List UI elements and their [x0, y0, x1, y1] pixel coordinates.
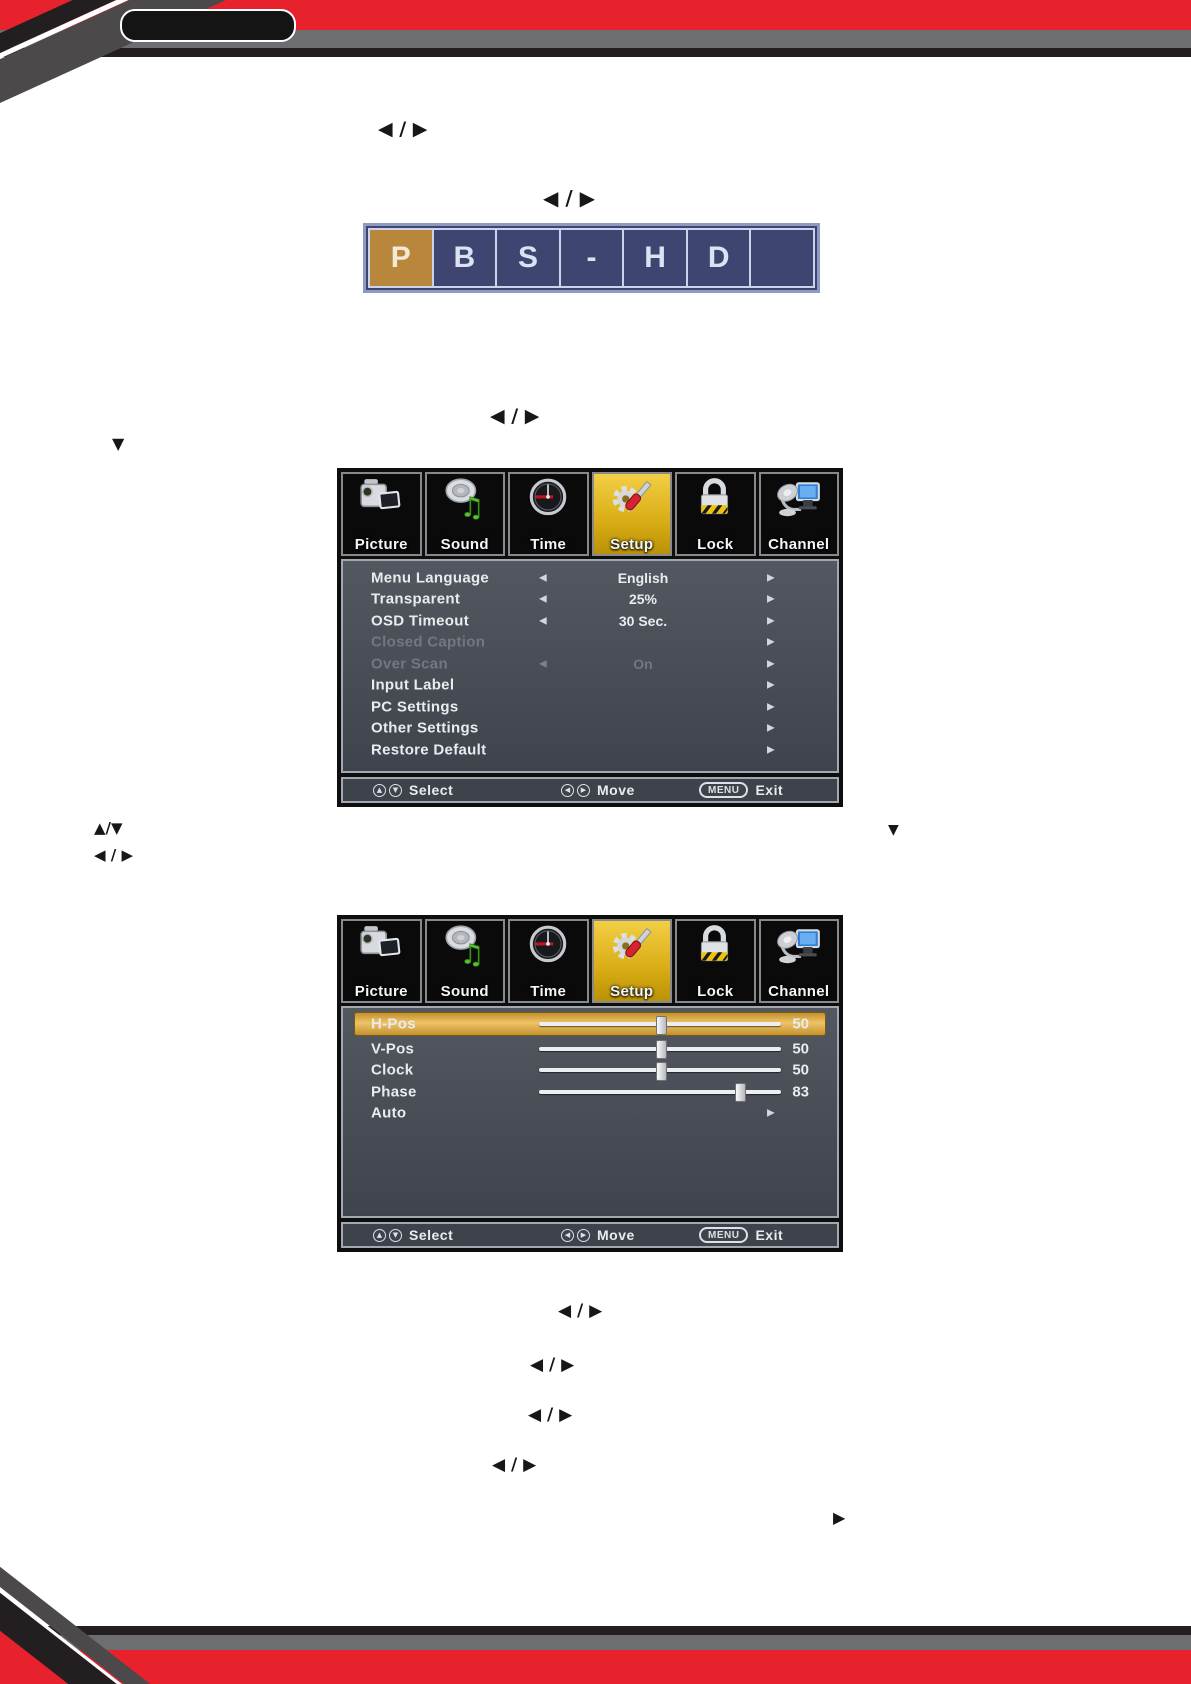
slider-value: 50 [792, 1061, 809, 1079]
char-cell[interactable] [559, 228, 625, 288]
chevron-right-icon[interactable]: ▶ [767, 679, 775, 691]
chevron-right-icon[interactable]: ▶ [767, 722, 775, 734]
char-cell[interactable] [686, 228, 752, 288]
row-value: 25% [628, 591, 658, 608]
chevron-right-icon[interactable]: ▶ [767, 744, 775, 756]
speaker-music-icon [437, 475, 493, 528]
tab-label: Setup [610, 983, 654, 1000]
satellite-monitor-icon [771, 475, 827, 528]
osd-footer [341, 1222, 839, 1248]
clock-icon [520, 475, 576, 528]
chevron-left-icon[interactable]: ◀ [539, 593, 547, 605]
row-label: Auto [371, 1104, 407, 1122]
tab-setup[interactable] [592, 472, 673, 556]
chevron-right-icon[interactable]: ▶ [767, 593, 775, 605]
menu-row-v-pos[interactable] [351, 1038, 829, 1060]
row-label: Menu Language [371, 569, 490, 587]
chevron-right-icon[interactable]: ▶ [767, 701, 775, 713]
down-glyph: ▼ [392, 1231, 399, 1239]
cell-char: B [453, 241, 476, 274]
menu-row-pc-settings[interactable] [351, 696, 829, 718]
tab-time[interactable] [508, 472, 589, 556]
down-glyph: ▼ [392, 786, 399, 794]
up-glyph: ▲ [376, 1231, 383, 1239]
row-value: English [617, 569, 669, 586]
setup-menu-screenshot [337, 468, 843, 807]
tab-channel[interactable] [759, 919, 840, 1003]
left-glyph: ◀ [564, 786, 571, 794]
chevron-right-icon[interactable]: ▶ [767, 1107, 775, 1119]
chevron-right-icon[interactable]: ▶ [767, 658, 775, 670]
tab-picture[interactable] [341, 472, 422, 556]
tab-label: Lock [697, 983, 734, 1000]
left-right-keys-marker: ◀ / ▶ [94, 846, 133, 864]
left-right-keys-marker: ◀ / ▶ [530, 1355, 575, 1375]
slider-value: 50 [792, 1040, 809, 1058]
tab-label: Time [530, 536, 567, 553]
tab-label: Lock [697, 536, 734, 553]
clock-icon [520, 922, 576, 975]
tab-time[interactable] [508, 919, 589, 1003]
header-pill [120, 9, 296, 42]
tab-label: Sound [440, 536, 489, 553]
row-label: OSD Timeout [371, 612, 470, 630]
row-label: Phase [371, 1083, 417, 1101]
chevron-left-icon[interactable]: ◀ [539, 658, 547, 670]
osd-footer [341, 777, 839, 803]
input-label-editor[interactable] [363, 223, 820, 293]
camcorder-icon [353, 922, 409, 975]
left-right-keys-marker: ◀ / ▶ [492, 1455, 537, 1475]
satellite-monitor-icon [771, 922, 827, 975]
left-right-keys-marker: ◀ / ▶ [543, 186, 595, 210]
tab-label: Channel [768, 536, 830, 553]
row-label: Input Label [371, 676, 455, 694]
right-arrow-marker: ▶ [833, 1508, 846, 1527]
row-label: V-Pos [371, 1040, 415, 1058]
padlock-icon [687, 922, 743, 975]
right-arrow-icon [577, 784, 590, 797]
slider-thumb[interactable] [735, 1083, 746, 1102]
padlock-icon [687, 475, 743, 528]
down-arrow-icon [389, 784, 402, 797]
cell-char: - [586, 241, 597, 274]
move-hint [561, 782, 635, 798]
move-label: Move [597, 1227, 635, 1243]
slider-thumb[interactable] [656, 1016, 667, 1035]
svg-text:♫: ♫ [459, 939, 484, 970]
left-glyph: ◀ [564, 1231, 571, 1239]
char-cell[interactable] [368, 228, 434, 288]
tab-lock[interactable] [675, 472, 756, 556]
char-cell[interactable] [749, 228, 815, 288]
tab-label: Setup [610, 536, 654, 553]
left-right-keys-marker: ◀ / ▶ [378, 118, 428, 140]
menu-row-osd-timeout[interactable] [351, 610, 829, 632]
char-cell[interactable] [622, 228, 688, 288]
tab-picture[interactable] [341, 919, 422, 1003]
tab-channel[interactable] [759, 472, 840, 556]
tab-label: Time [530, 983, 567, 1000]
chevron-right-icon[interactable]: ▶ [767, 615, 775, 627]
menu-row-auto[interactable] [351, 1103, 829, 1125]
left-arrow-icon [561, 1229, 574, 1242]
tab-lock[interactable] [675, 919, 756, 1003]
chevron-left-icon[interactable]: ◀ [539, 615, 547, 627]
tab-label: Sound [440, 983, 489, 1000]
tools-icon [604, 475, 660, 528]
up-arrow-icon [373, 784, 386, 797]
menu-row-restore-default[interactable] [351, 739, 829, 761]
tab-sound[interactable] [425, 919, 506, 1003]
tab-label: Picture [354, 983, 408, 1000]
row-label: Over Scan [371, 655, 448, 673]
tab-sound[interactable] [425, 472, 506, 556]
row-label: PC Settings [371, 698, 459, 716]
cell-char: S [517, 241, 538, 274]
exit-hint [699, 782, 783, 798]
cell-char: P [390, 241, 411, 274]
down-arrow-marker: ▼ [888, 822, 899, 838]
down-arrow-icon [389, 1229, 402, 1242]
left-arrow-icon [561, 784, 574, 797]
left-right-keys-marker: ◀ / ▶ [528, 1405, 573, 1425]
select-label: Select [409, 782, 454, 798]
osd-tab-strip [341, 919, 839, 1003]
chevron-right-icon[interactable]: ▶ [767, 636, 775, 648]
menu-row-h-pos[interactable] [351, 1012, 829, 1036]
bottom-left-diagonal-stripes [0, 1534, 430, 1684]
right-arrow-icon [577, 1229, 590, 1242]
select-label: Select [409, 1227, 454, 1243]
move-hint [561, 1227, 635, 1243]
right-glyph: ▶ [580, 1231, 587, 1239]
exit-hint [699, 1227, 783, 1243]
tab-label: Picture [354, 536, 408, 553]
row-value: On [633, 655, 653, 672]
select-hint [373, 782, 453, 798]
select-hint [373, 1227, 453, 1243]
down-arrow-marker: ▼ [112, 434, 125, 453]
cell-char: H [644, 241, 666, 274]
row-label: Transparent [371, 590, 461, 608]
menu-row-other-settings[interactable] [351, 718, 829, 740]
right-glyph: ▶ [580, 786, 587, 794]
camcorder-icon [353, 475, 409, 528]
pc-settings-menu-body [341, 1006, 839, 1218]
menu-row-transparent[interactable] [351, 589, 829, 611]
menu-row-closed-caption[interactable] [351, 632, 829, 654]
exit-label: Exit [755, 782, 784, 798]
row-label: Closed Caption [371, 633, 486, 651]
pc-settings-menu-screenshot [337, 915, 843, 1252]
menu-row-input-label[interactable] [351, 675, 829, 697]
cell-char: D [707, 241, 730, 274]
up-glyph: ▲ [376, 786, 383, 794]
speaker-music-icon [437, 922, 493, 975]
move-label: Move [597, 782, 635, 798]
menu-row-over-scan[interactable] [351, 653, 829, 675]
exit-label: Exit [755, 1227, 784, 1243]
chevron-left-icon[interactable]: ◀ [539, 572, 547, 584]
tab-setup[interactable] [592, 919, 673, 1003]
row-label: Other Settings [371, 719, 479, 737]
row-label: Clock [371, 1061, 414, 1079]
menu-row-clock[interactable] [351, 1060, 829, 1082]
up-down-keys-marker: ▲/▼ [94, 819, 123, 837]
menu-row-phase[interactable] [351, 1081, 829, 1103]
char-cell[interactable] [495, 228, 561, 288]
up-arrow-icon [373, 1229, 386, 1242]
svg-text:♫: ♫ [459, 492, 484, 523]
left-right-keys-marker: ◀ / ▶ [558, 1301, 603, 1321]
tab-label: Channel [768, 983, 830, 1000]
slider-value: 50 [792, 1015, 809, 1033]
chevron-right-icon[interactable]: ▶ [767, 572, 775, 584]
slider-value: 83 [792, 1083, 809, 1101]
setup-menu-body [341, 559, 839, 773]
row-label: Restore Default [371, 741, 487, 759]
menu-button[interactable]: MENU [699, 1227, 748, 1243]
row-value: 30 Sec. [618, 612, 668, 629]
char-cell[interactable] [432, 228, 498, 288]
tools-icon [604, 922, 660, 975]
slider-thumb[interactable] [656, 1062, 667, 1081]
menu-row-menu-language[interactable] [351, 567, 829, 589]
left-right-keys-marker: ◀ / ▶ [490, 405, 540, 427]
slider-thumb[interactable] [656, 1040, 667, 1059]
row-label: H-Pos [371, 1015, 416, 1033]
osd-tab-strip [341, 472, 839, 556]
menu-button[interactable]: MENU [699, 782, 748, 798]
